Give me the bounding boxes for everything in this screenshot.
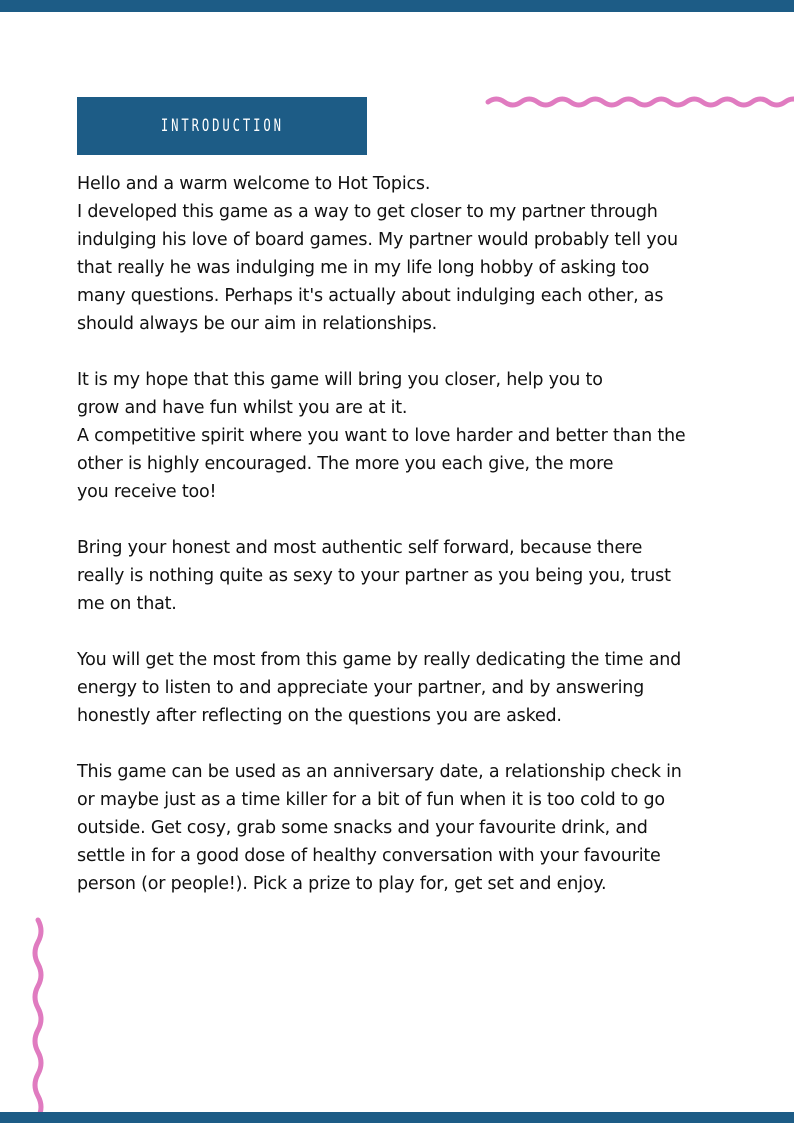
text-line: settle in for a good dose of healthy conversation with your favourite	[77, 846, 661, 866]
text-line: or maybe just as a time killer for a bit of fun when it is too cold to go	[77, 790, 665, 810]
text-line: that really he was indulging me in my life long hobby of asking too	[77, 258, 650, 278]
text-line: you receive too!	[77, 482, 217, 502]
text-line: This game can be used as an anniversary date, a relationship check in	[77, 762, 682, 782]
wavy-line-icon	[486, 90, 794, 114]
heading-banner	[77, 97, 367, 155]
intro-body	[77, 170, 727, 926]
text-line: I developed this game as a way to get closer to my partner through	[77, 202, 658, 222]
text-line: You will get the most from this game by really dedicating the time and	[77, 650, 682, 670]
paragraph	[77, 646, 727, 730]
text-line: me on that.	[77, 594, 177, 614]
text-line: honestly after reflecting on the questions you are asked.	[77, 706, 562, 726]
paragraph	[77, 758, 727, 898]
paragraph	[77, 170, 727, 338]
paragraph	[77, 534, 727, 618]
text-line: other is highly encouraged. The more you each give, the more	[77, 454, 614, 474]
text-line: It is my hope that this game will bring you closer, help you to	[77, 370, 603, 390]
text-line: energy to listen to and appreciate your partner, and by answering	[77, 678, 645, 698]
text-line: person (or people!). Pick a prize to play for, get set and enjoy.	[77, 874, 607, 894]
top-accent-bar	[0, 0, 794, 12]
paragraph	[77, 366, 727, 506]
page-title: INTRODUCTION	[160, 116, 284, 136]
text-line: A competitive spirit where you want to love harder and better than the	[77, 426, 686, 446]
text-line: grow and have fun whilst you are at it.	[77, 398, 408, 418]
wavy-line-icon	[26, 918, 50, 1123]
text-line: really is nothing quite as sexy to your partner as you being you, trust	[77, 566, 671, 586]
bottom-accent-bar	[0, 1112, 794, 1123]
text-line: Hello and a warm welcome to Hot Topics.	[77, 174, 431, 194]
text-line: outside. Get cosy, grab some snacks and your favourite drink, and	[77, 818, 648, 838]
text-line: many questions. Perhaps it's actually about indulging each other, as	[77, 286, 664, 306]
text-line: indulging his love of board games. My partner would probably tell you	[77, 230, 678, 250]
text-line: Bring your honest and most authentic self forward, because there	[77, 538, 643, 558]
text-line: should always be our aim in relationships.	[77, 314, 438, 334]
